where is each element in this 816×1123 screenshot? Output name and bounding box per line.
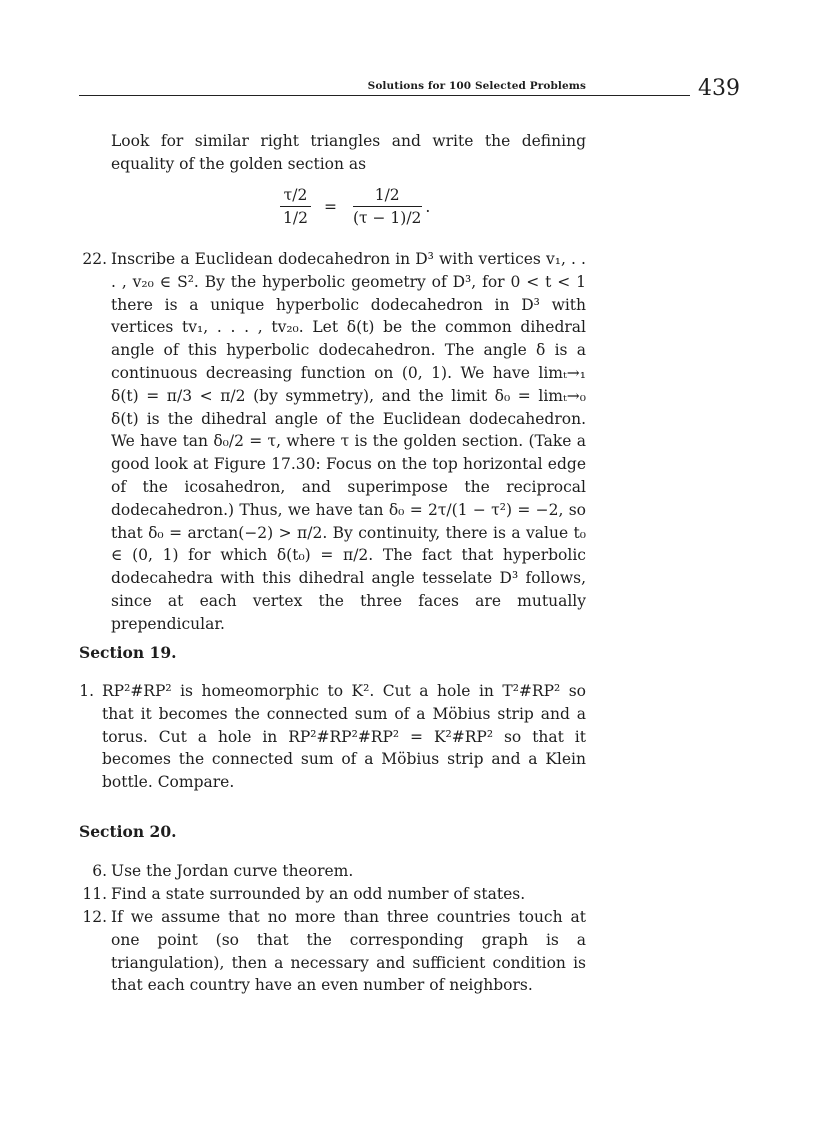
problem-22-text: Inscribe a Euclidean dodecahedron in D³ with vertices v₁, . . . , v₂₀ ∈ S². By the hyperbolic geometry of D³, for 0 < t < 1 there is a unique hyperbolic dodecahedron in D³ with vertices tv₁, . . . , tv₂₀. Let δ(t) be the common dihedral angle of this hyperbolic dodecahedron. The angle δ is a continuous decreasing function on (0, 1). We have limₜ→₁ δ(t) = π/3 < π/2 (by symmetry), and the limit δ₀ = limₜ→₀ δ(t) is the dihedral angle of the Euclidean dodecahedron. We have tan δ₀/2 = τ, where τ is the golden section. (Take a good look at Figure 17.30: Focus on the top horizontal edge of the icosahedron, and superimpose the reciprocal dodecahedron.) Thus, we have tan δ₀ = 2τ/(1 − τ²) = −2, so that δ₀ = arctan(−2) > π/2. By continuity, there is a value t₀ ∈ (0, 1) for which δ(t₀) = π/2. The fact that hyperbolic dodecahedra with this dihedral angle tesselate D³ follows, since at each vertex the three faces are mutually prependicular. <box>111 250 586 633</box>
section-19-problem-1-text: RP²#RP² is homeomorphic to K². Cut a hole in T²#RP² so that it becomes the connected sum of a Möbius strip and a torus. Cut a hole in RP²#RP²#RP² = K²#RP² so that it becomes the connected sum of a Möbius strip and a Klein bottle. Compare. <box>102 682 586 792</box>
list-item-number: 12. <box>82 908 107 926</box>
left-numerator: τ/2 <box>280 186 312 207</box>
running-title: Solutions for 100 Selected Problems <box>367 80 586 92</box>
right-numerator: 1/2 <box>353 186 422 207</box>
section-19-problem-1-number: 1. <box>79 682 94 700</box>
section-19-heading: Section 19. <box>79 643 177 662</box>
header-rule <box>79 95 690 96</box>
list-item-text: Use the Jordan curve theorem. <box>111 862 354 880</box>
equals-sign: = <box>323 197 337 216</box>
golden-section-equation <box>279 186 430 227</box>
equation-period: . <box>425 197 431 216</box>
list-item-number: 11. <box>82 885 107 903</box>
list-item-number: 6. <box>92 862 107 880</box>
intro-paragraph: Look for similar right triangles and write the defining equality of the golden section as <box>111 132 586 173</box>
problem-22-number: 22. <box>82 250 107 268</box>
section-20-heading: Section 20. <box>79 822 177 841</box>
right-denominator: (τ − 1)/2 <box>352 209 422 227</box>
list-item-text: If we assume that no more than three countries touch at one point (so that the corresponding graph is a triangulation), then a necessary and sufficient condition is that each country have an even number of neighbors. <box>111 908 586 995</box>
right-fraction <box>349 186 425 227</box>
left-fraction <box>279 186 312 227</box>
page-number: 439 <box>698 76 740 101</box>
list-item-text: Find a state surrounded by an odd number of states. <box>111 885 526 903</box>
left-denominator: 1/2 <box>283 209 308 227</box>
